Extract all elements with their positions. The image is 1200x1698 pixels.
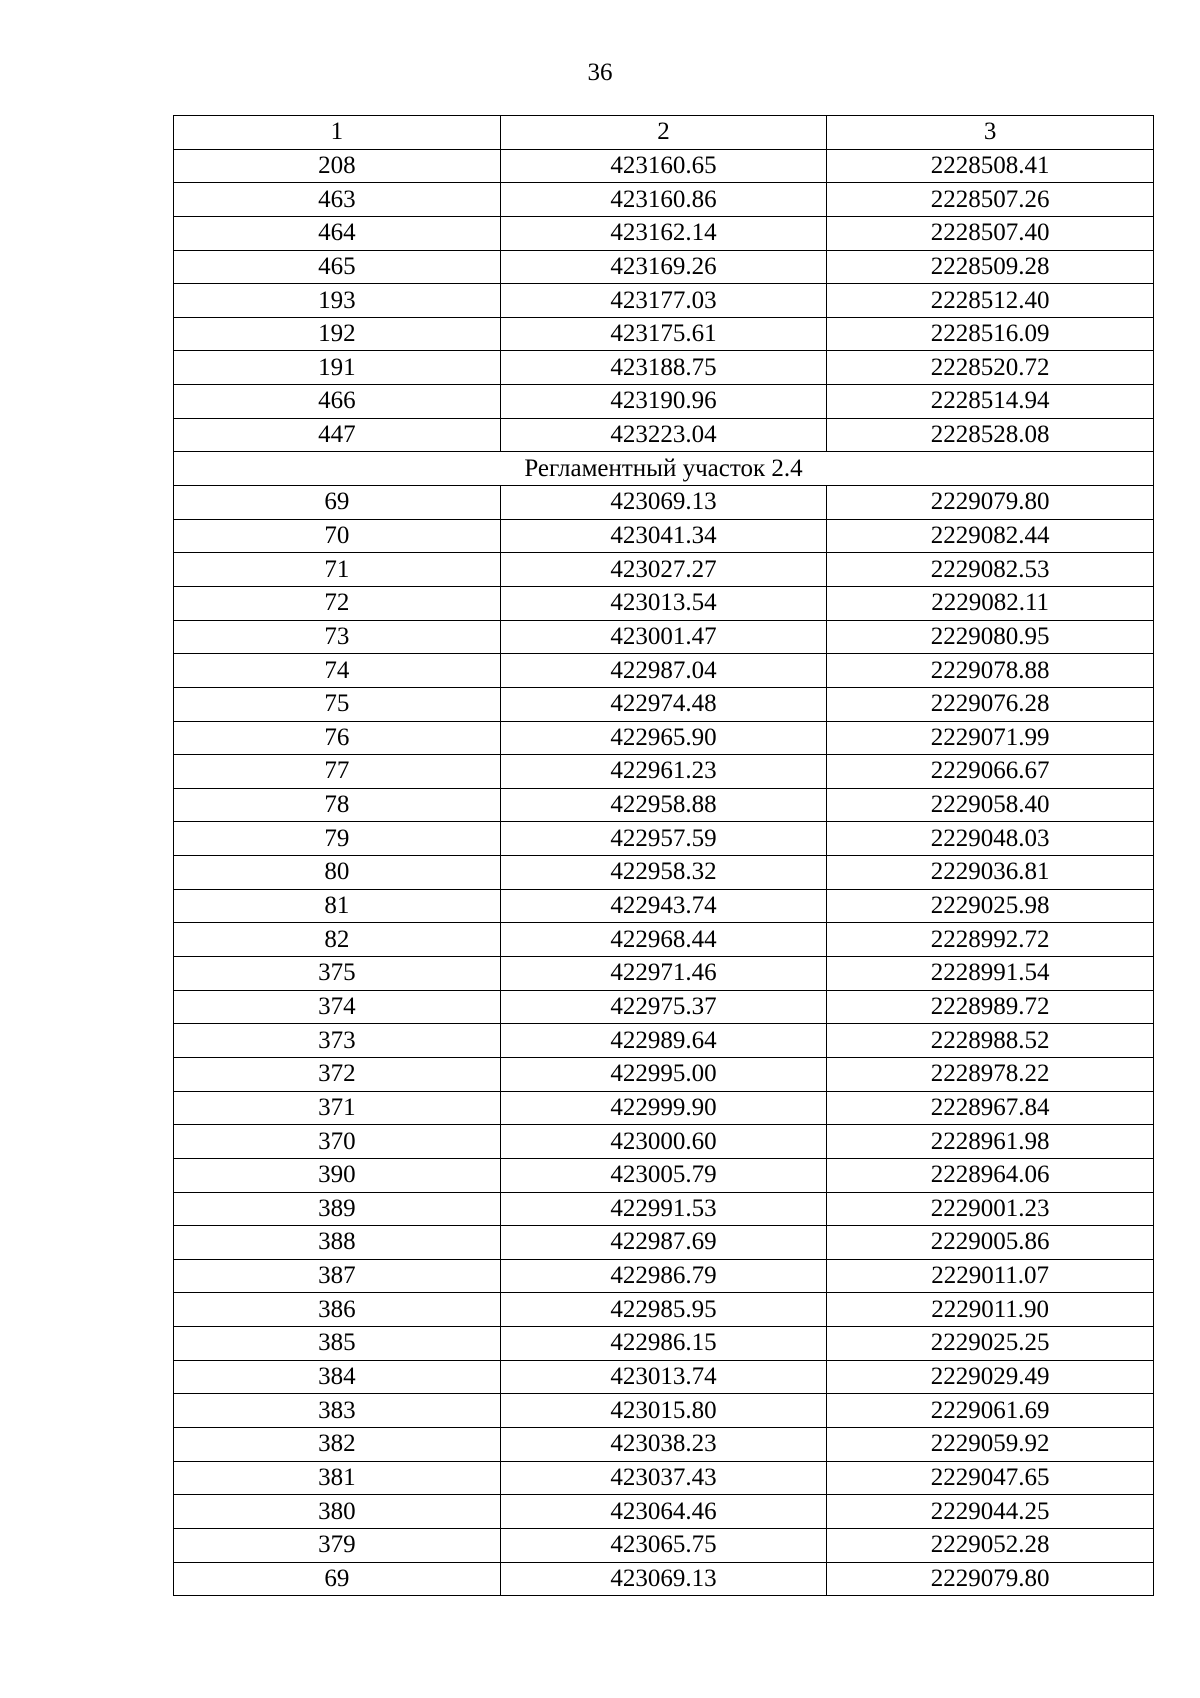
table-row [174, 486, 1154, 520]
y-coordinate-cell: 2229025.98 [827, 889, 1154, 923]
point-number-cell: 191 [174, 351, 501, 385]
x-coordinate-cell: 423065.75 [500, 1528, 827, 1562]
table-row [174, 1024, 1154, 1058]
table-row [174, 687, 1154, 721]
x-coordinate-cell: 422989.64 [500, 1024, 827, 1058]
point-number-cell: 79 [174, 822, 501, 856]
x-coordinate-cell: 422991.53 [500, 1192, 827, 1226]
y-coordinate-cell: 2229058.40 [827, 788, 1154, 822]
point-number-cell: 388 [174, 1226, 501, 1260]
x-coordinate-cell: 423001.47 [500, 620, 827, 654]
x-coordinate-cell: 422961.23 [500, 755, 827, 789]
table-row [174, 1461, 1154, 1495]
y-coordinate-cell: 2229082.44 [827, 519, 1154, 553]
table-row [174, 519, 1154, 553]
x-coordinate-cell: 423188.75 [500, 351, 827, 385]
point-number-cell: 81 [174, 889, 501, 923]
point-number-cell: 387 [174, 1259, 501, 1293]
point-number-cell: 374 [174, 990, 501, 1024]
x-coordinate-cell: 423005.79 [500, 1158, 827, 1192]
y-coordinate-cell: 2228514.94 [827, 385, 1154, 419]
table-row [174, 1125, 1154, 1159]
y-coordinate-cell: 2229036.81 [827, 856, 1154, 890]
x-coordinate-cell: 423223.04 [500, 418, 827, 452]
y-coordinate-cell: 2228508.41 [827, 149, 1154, 183]
y-coordinate-cell: 2229059.92 [827, 1427, 1154, 1461]
x-coordinate-cell: 422958.32 [500, 856, 827, 890]
y-coordinate-cell: 2228989.72 [827, 990, 1154, 1024]
x-coordinate-cell: 423069.13 [500, 486, 827, 520]
point-number-cell: 76 [174, 721, 501, 755]
x-coordinate-cell: 422987.04 [500, 654, 827, 688]
y-coordinate-cell: 2228520.72 [827, 351, 1154, 385]
x-coordinate-cell: 422974.48 [500, 687, 827, 721]
y-coordinate-cell: 2229066.67 [827, 755, 1154, 789]
y-coordinate-cell: 2229076.28 [827, 687, 1154, 721]
point-number-cell: 75 [174, 687, 501, 721]
point-number-cell: 372 [174, 1057, 501, 1091]
x-coordinate-cell: 423175.61 [500, 317, 827, 351]
point-number-cell: 379 [174, 1528, 501, 1562]
coordinates-table [173, 115, 1154, 1596]
table-row [174, 183, 1154, 217]
y-coordinate-cell: 2229080.95 [827, 620, 1154, 654]
y-coordinate-cell: 2229082.11 [827, 586, 1154, 620]
table-row [174, 620, 1154, 654]
y-coordinate-cell: 2229052.28 [827, 1528, 1154, 1562]
y-coordinate-cell: 2228507.40 [827, 216, 1154, 250]
x-coordinate-cell: 423069.13 [500, 1562, 827, 1596]
point-number-cell: 80 [174, 856, 501, 890]
table-row [174, 586, 1154, 620]
point-number-cell: 382 [174, 1427, 501, 1461]
table-row [174, 721, 1154, 755]
column-header: 2 [500, 116, 827, 150]
point-number-cell: 385 [174, 1327, 501, 1361]
x-coordinate-cell: 423162.14 [500, 216, 827, 250]
x-coordinate-cell: 423177.03 [500, 284, 827, 318]
section-title: Регламентный участок 2.4 [174, 452, 1154, 486]
table-row [174, 1427, 1154, 1461]
x-coordinate-cell: 423160.86 [500, 183, 827, 217]
point-number-cell: 375 [174, 957, 501, 991]
x-coordinate-cell: 422995.00 [500, 1057, 827, 1091]
x-coordinate-cell: 422986.15 [500, 1327, 827, 1361]
point-number-cell: 208 [174, 149, 501, 183]
y-coordinate-cell: 2229005.86 [827, 1226, 1154, 1260]
point-number-cell: 69 [174, 486, 501, 520]
point-number-cell: 384 [174, 1360, 501, 1394]
y-coordinate-cell: 2229044.25 [827, 1495, 1154, 1529]
coordinates-table-body [174, 116, 1154, 1596]
x-coordinate-cell: 423037.43 [500, 1461, 827, 1495]
table-row [174, 957, 1154, 991]
point-number-cell: 383 [174, 1394, 501, 1428]
column-header: 3 [827, 116, 1154, 150]
point-number-cell: 72 [174, 586, 501, 620]
table-row [174, 1158, 1154, 1192]
point-number-cell: 73 [174, 620, 501, 654]
x-coordinate-cell: 423038.23 [500, 1427, 827, 1461]
x-coordinate-cell: 422986.79 [500, 1259, 827, 1293]
table-row [174, 1495, 1154, 1529]
table-row [174, 1057, 1154, 1091]
y-coordinate-cell: 2229029.49 [827, 1360, 1154, 1394]
point-number-cell: 386 [174, 1293, 501, 1327]
y-coordinate-cell: 2228988.52 [827, 1024, 1154, 1058]
y-coordinate-cell: 2229071.99 [827, 721, 1154, 755]
table-row [174, 654, 1154, 688]
y-coordinate-cell: 2229079.80 [827, 1562, 1154, 1596]
y-coordinate-cell: 2229001.23 [827, 1192, 1154, 1226]
x-coordinate-cell: 422958.88 [500, 788, 827, 822]
x-coordinate-cell: 422943.74 [500, 889, 827, 923]
y-coordinate-cell: 2228964.06 [827, 1158, 1154, 1192]
table-row [174, 1226, 1154, 1260]
table-row [174, 923, 1154, 957]
y-coordinate-cell: 2229048.03 [827, 822, 1154, 856]
point-number-cell: 193 [174, 284, 501, 318]
point-number-cell: 389 [174, 1192, 501, 1226]
x-coordinate-cell: 422985.95 [500, 1293, 827, 1327]
table-row [174, 317, 1154, 351]
y-coordinate-cell: 2228512.40 [827, 284, 1154, 318]
table-row [174, 418, 1154, 452]
table-header-row [174, 116, 1154, 150]
point-number-cell: 77 [174, 755, 501, 789]
point-number-cell: 373 [174, 1024, 501, 1058]
x-coordinate-cell: 422987.69 [500, 1226, 827, 1260]
y-coordinate-cell: 2229047.65 [827, 1461, 1154, 1495]
y-coordinate-cell: 2228978.22 [827, 1057, 1154, 1091]
table-row [174, 1091, 1154, 1125]
table-row [174, 149, 1154, 183]
point-number-cell: 192 [174, 317, 501, 351]
x-coordinate-cell: 422965.90 [500, 721, 827, 755]
table-row [174, 990, 1154, 1024]
table-row [174, 822, 1154, 856]
y-coordinate-cell: 2228528.08 [827, 418, 1154, 452]
point-number-cell: 74 [174, 654, 501, 688]
section-row [174, 452, 1154, 486]
x-coordinate-cell: 422968.44 [500, 923, 827, 957]
table-row [174, 1562, 1154, 1596]
x-coordinate-cell: 423027.27 [500, 553, 827, 587]
point-number-cell: 447 [174, 418, 501, 452]
table-row [174, 1327, 1154, 1361]
page-number: 36 [587, 59, 613, 86]
point-number-cell: 70 [174, 519, 501, 553]
point-number-cell: 380 [174, 1495, 501, 1529]
y-coordinate-cell: 2229078.88 [827, 654, 1154, 688]
table-row [174, 889, 1154, 923]
x-coordinate-cell: 423015.80 [500, 1394, 827, 1428]
point-number-cell: 466 [174, 385, 501, 419]
table-row [174, 553, 1154, 587]
y-coordinate-cell: 2229061.69 [827, 1394, 1154, 1428]
point-number-cell: 463 [174, 183, 501, 217]
table-row [174, 856, 1154, 890]
y-coordinate-cell: 2229025.25 [827, 1327, 1154, 1361]
x-coordinate-cell: 422999.90 [500, 1091, 827, 1125]
point-number-cell: 78 [174, 788, 501, 822]
x-coordinate-cell: 423169.26 [500, 250, 827, 284]
x-coordinate-cell: 422975.37 [500, 990, 827, 1024]
y-coordinate-cell: 2228992.72 [827, 923, 1154, 957]
x-coordinate-cell: 423013.54 [500, 586, 827, 620]
y-coordinate-cell: 2229079.80 [827, 486, 1154, 520]
table-row [174, 216, 1154, 250]
point-number-cell: 69 [174, 1562, 501, 1596]
table-row [174, 351, 1154, 385]
x-coordinate-cell: 422971.46 [500, 957, 827, 991]
table-row [174, 1360, 1154, 1394]
table-row [174, 788, 1154, 822]
table-row [174, 1192, 1154, 1226]
x-coordinate-cell: 423013.74 [500, 1360, 827, 1394]
y-coordinate-cell: 2228991.54 [827, 957, 1154, 991]
y-coordinate-cell: 2228961.98 [827, 1125, 1154, 1159]
table-row [174, 1259, 1154, 1293]
table-row [174, 1394, 1154, 1428]
x-coordinate-cell: 423041.34 [500, 519, 827, 553]
table-row [174, 755, 1154, 789]
table-row [174, 385, 1154, 419]
point-number-cell: 370 [174, 1125, 501, 1159]
point-number-cell: 464 [174, 216, 501, 250]
y-coordinate-cell: 2228516.09 [827, 317, 1154, 351]
point-number-cell: 71 [174, 553, 501, 587]
table-row [174, 284, 1154, 318]
y-coordinate-cell: 2229082.53 [827, 553, 1154, 587]
table-row [174, 1528, 1154, 1562]
y-coordinate-cell: 2228967.84 [827, 1091, 1154, 1125]
x-coordinate-cell: 422957.59 [500, 822, 827, 856]
y-coordinate-cell: 2229011.07 [827, 1259, 1154, 1293]
table-row [174, 250, 1154, 284]
point-number-cell: 381 [174, 1461, 501, 1495]
table-row [174, 1293, 1154, 1327]
y-coordinate-cell: 2228509.28 [827, 250, 1154, 284]
y-coordinate-cell: 2228507.26 [827, 183, 1154, 217]
column-header: 1 [174, 116, 501, 150]
point-number-cell: 82 [174, 923, 501, 957]
point-number-cell: 390 [174, 1158, 501, 1192]
x-coordinate-cell: 423064.46 [500, 1495, 827, 1529]
x-coordinate-cell: 423160.65 [500, 149, 827, 183]
point-number-cell: 371 [174, 1091, 501, 1125]
x-coordinate-cell: 423000.60 [500, 1125, 827, 1159]
point-number-cell: 465 [174, 250, 501, 284]
y-coordinate-cell: 2229011.90 [827, 1293, 1154, 1327]
x-coordinate-cell: 423190.96 [500, 385, 827, 419]
